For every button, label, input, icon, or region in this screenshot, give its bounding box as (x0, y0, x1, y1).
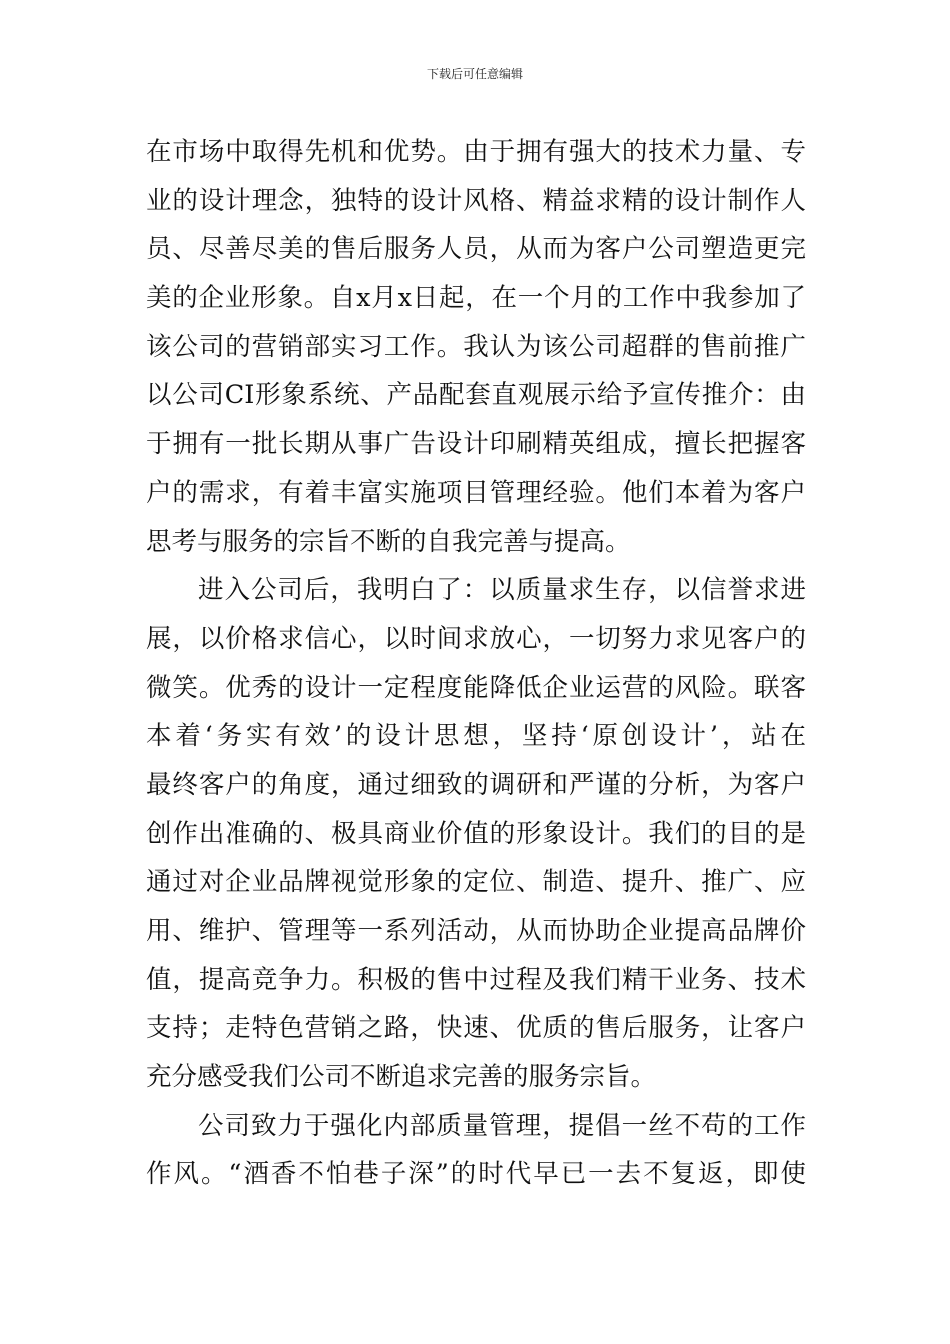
text-line: 展，以价格求信心，以时间求放心，一切努力求见客户的 (146, 623, 806, 654)
text-line: 于拥有一批长期从事广告设计印刷精英组成，擅长把握客 (146, 429, 806, 460)
text-line: 在市场中取得先机和优势。由于拥有强大的技术力量、专 (146, 137, 806, 167)
text-line: 值，提高竞争力。积极的售中过程及我们精干业务、技术 (146, 964, 806, 995)
text-line: 该公司的营销部实习工作。我认为该公司超群的售前推广 (146, 331, 806, 362)
text-line: 美的企业形象。自x月x日起，在一个月的工作中我参加了 (146, 283, 806, 314)
text-line: 思考与服务的宗旨不断的自我完善与提高。 (146, 526, 631, 557)
paragraph-start-line: 公司致力于强化内部质量管理，提倡一丝不苟的工作 (198, 1110, 806, 1141)
paragraph-start-line: 进入公司后，我明白了：以质量求生存，以信誉求进 (198, 575, 806, 606)
text-line: 用、维护、管理等一系列活动，从而协助企业提高品牌价 (146, 916, 806, 946)
text-line: 最终客户的角度，通过细致的调研和严谨的分析，为客户 (146, 769, 806, 800)
text-line: 通过对企业品牌视觉形象的定位、制造、提升、推广、应 (146, 867, 806, 898)
text-line: 本着‘务实有效’的设计思想，坚持‘原创设计’，站在 (146, 721, 806, 752)
text-line: 作风。“酒香不怕巷子深”的时代早已一去不复返，即使 (146, 1159, 806, 1190)
text-line: 业的设计理念，独特的设计风格、精益求精的设计制作人 (146, 185, 806, 216)
page-header: 下载后可任意编辑 (426, 67, 523, 81)
document-body (146, 128, 806, 1199)
text-line: 员、尽善尽美的售后服务人员，从而为客户公司塑造更完 (146, 234, 806, 265)
text-line: 支持；走特色营销之路，快速、优质的售后服务，让客户 (146, 1013, 806, 1044)
text-line: 充分感受我们公司不断追求完善的服务宗旨。 (146, 1062, 657, 1093)
text-line: 以公司CI形象系统、产品配套直观展示给予宣传推介：由 (146, 380, 806, 411)
text-line: 微笑。优秀的设计一定程度能降低企业运营的风险。联客 (146, 672, 806, 703)
text-line: 创作出准确的、极具商业价值的形象设计。我们的目的是 (146, 818, 806, 849)
text-line: 户的需求，有着丰富实施项目管理经验。他们本着为客户 (146, 477, 806, 508)
